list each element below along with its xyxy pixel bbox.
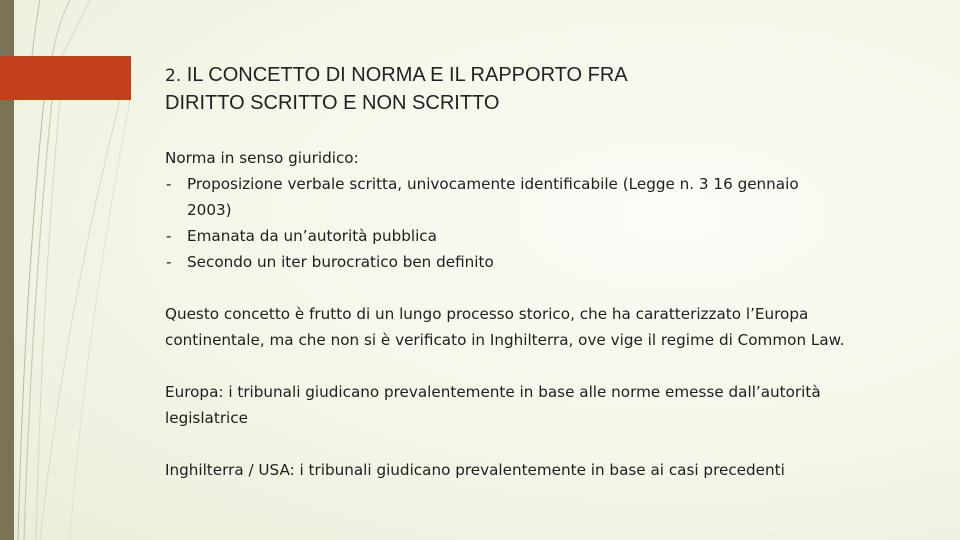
bullet-marker: -	[166, 253, 172, 271]
title-line-1	[165, 62, 865, 90]
bullet-text: Proposizione verbale scritta, univocamente identificabile (Legge n. 3 16 gennaio 2003)	[187, 175, 799, 219]
list-item	[165, 171, 845, 223]
paragraph-historical: Questo concetto è frutto di un lungo processo storico, che ha caratterizzato l’Europa continentale, ma che non si è verificato in Inghilterra, ove vige il regime di Common Law.	[165, 305, 845, 349]
bullet-text: Emanata da un’autorità pubblica	[187, 227, 437, 245]
bullet-marker: -	[166, 227, 172, 245]
title-accent-tab	[0, 56, 131, 100]
slide-title	[165, 62, 865, 117]
title-number: 2.	[165, 66, 182, 86]
paragraph-europe: Europa: i tribunali giudicano prevalentemente in base alle norme emesse dall’autorità legislatrice	[165, 383, 821, 427]
list-item	[165, 223, 845, 249]
paragraph-england-usa: Inghilterra / USA: i tribunali giudicano prevalentemente in base ai casi precedenti	[165, 461, 785, 479]
slide-body	[165, 145, 845, 483]
title-line-2: DIRITTO SCRITTO E NON SCRITTO	[165, 92, 500, 114]
title-text-1: IL CONCETTO DI NORMA E IL RAPPORTO FRA	[186, 64, 628, 86]
bullet-text: Secondo un iter burocratico ben definito	[187, 253, 494, 271]
list-item	[165, 249, 845, 275]
definition-heading: Norma in senso giuridico:	[165, 149, 359, 167]
bullet-marker: -	[166, 175, 172, 193]
definition-list	[165, 171, 845, 275]
